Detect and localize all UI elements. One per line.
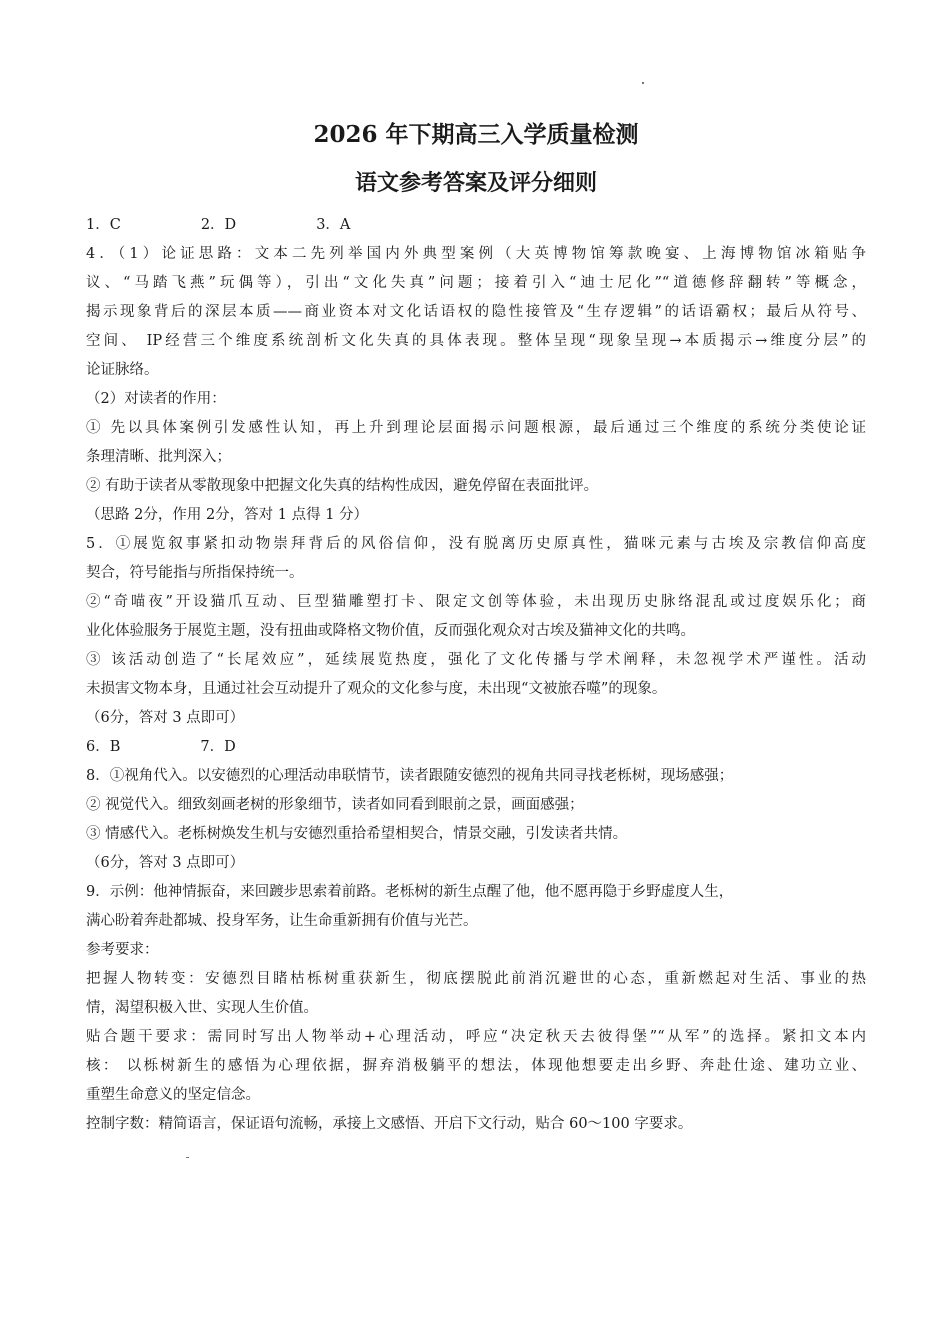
answer-9-line: 9．示例：他神情振奋，来回踱步思索着前路。老栎树的新生点醒了他，他不愿再隐于乡野虚度人生， — [86, 884, 734, 900]
answer-5-line: ②“奇喵夜”开设猫爪互动、巨型猫雕塑打卡、限定文创等体验，未出现历史脉络混乱或过度娱乐化；商 — [86, 594, 866, 610]
answer-9-reference-heading: 参考要求： — [86, 942, 159, 958]
answer-5-line: 未损害文物本身，且通过社会互动提升了观众的文化参与度，未出现“文被旅吞噬”的现象。 — [86, 681, 667, 697]
answer-5-line: 业化体验服务于展览主题，没有扭曲或降格文物价值，反而强化观众对古埃及猫神文化的共鸣。 — [86, 623, 695, 639]
answer-4-scoring-note: （思路 2分，作用 2分，答对 1 点得 1 分） — [86, 507, 369, 523]
answer-4-line: 4．（1）论证思路：文本二先列举国内外典型案例（大英博物馆筹款晚宴、上海博物馆冰箱贴争 — [86, 246, 866, 262]
answer-4-line: 论证脉络。 — [86, 362, 159, 378]
answer-8-line: ② 视觉代入。细致刻画老树的形象细节，读者如同看到眼前之景，画面感强； — [86, 797, 584, 813]
answer-9-requirement: 情，渴望积极入世、实现人生价值。 — [86, 1000, 318, 1016]
title-main: 年下期高三入学质量检测 — [377, 121, 639, 148]
answer-4-line: 揭示现象背后的深层本质——商业资本对文化话语权的隐性接管及“生存逻辑”的话语霸权；最后从符号、 — [86, 304, 866, 320]
page-title — [86, 118, 866, 152]
answer-9-requirement: 控制字数：精简语言，保证语句流畅，承接上文感悟、开启下文行动，贴合 60～100 字要求。 — [86, 1116, 693, 1132]
page-subtitle: 语文参考答案及评分细则 — [354, 170, 597, 196]
answer-9-requirement: 把握人物转变：安德烈目睹枯栎树重获新生，彻底摆脱此前消沉避世的心态，重新燃起对生活、事业的热 — [86, 971, 866, 987]
answer-9-requirement: 重塑生命意义的坚定信念。 — [86, 1087, 260, 1103]
answer-9-requirement: 核： 以栎树新生的感悟为心理依据，摒弃消极躺平的想法，体现他想要走出乡野、奔赴仕途、建功立业、 — [86, 1058, 866, 1074]
page-speck — [186, 1157, 189, 1158]
answer-8-line: 8．①视角代入。以安德烈的心理活动串联情节，读者跟随安德烈的视角共同寻找老栎树，现场感强； — [86, 768, 734, 784]
answer-9-requirement: 贴合题干要求：需同时写出人物举动+心理活动，呼应“决定秋天去彼得堡”“从军”的选择。紧扣文本内 — [86, 1029, 866, 1045]
answer-6: 6．B — [86, 739, 121, 755]
answers-6-7 — [86, 733, 866, 762]
answer-7: 7．D — [200, 739, 236, 755]
answer-9-line: 满心盼着奔赴都城、投身军务，让生命重新拥有价值与光芒。 — [86, 913, 478, 929]
answer-1: 1．C — [86, 217, 121, 233]
page-speck — [642, 82, 644, 84]
answer-5-line: 契合，符号能指与所指保持统一。 — [86, 565, 304, 581]
answer-4-line: 议、“马踏飞燕”玩偶等），引出“文化失真”问题；接着引入“迪士尼化”“道德修辞翻转”等概念， — [86, 275, 866, 291]
answer-3: 3．A — [316, 217, 351, 233]
answer-8-line: ③ 情感代入。老栎树焕发生机与安德烈重拾希望相契合，情景交融，引发读者共情。 — [86, 826, 628, 842]
answer-4-point: ② 有助于读者从零散现象中把握文化失真的结构性成因，避免停留在表面批评。 — [86, 478, 599, 494]
answer-2: 2．D — [200, 217, 237, 233]
answers-1-3 — [86, 211, 866, 240]
answer-5-scoring-note: （6分，答对 3 点即可） — [86, 710, 245, 726]
answer-5-line: ③ 该活动创造了“长尾效应”，延续展览热度，强化了文化传播与学术阐释，未忽视学术严谨性。活动 — [86, 652, 866, 668]
answer-5-line: 5．①展览叙事紧扣动物崇拜背后的风俗信仰，没有脱离历史原真性，猫咪元素与古埃及宗教信仰高度 — [86, 536, 866, 552]
answer-4-line: 空间、 IP经营三个维度系统剖析文化失真的具体表现。整体呈现“现象呈现→本质揭示→维度分层”的 — [86, 333, 866, 349]
answer-4-part2-heading: （2）对读者的作用： — [86, 391, 226, 407]
answer-body — [86, 211, 866, 1139]
answer-4-point: 条理清晰、批判深入； — [86, 449, 231, 465]
answer-8-scoring-note: （6分，答对 3 点即可） — [86, 855, 245, 871]
title-year: 2026 — [313, 121, 378, 148]
answer-4-point: ① 先以具体案例引发感性认知，再上升到理论层面揭示问题根源，最后通过三个维度的系统分类使论证 — [86, 420, 866, 436]
